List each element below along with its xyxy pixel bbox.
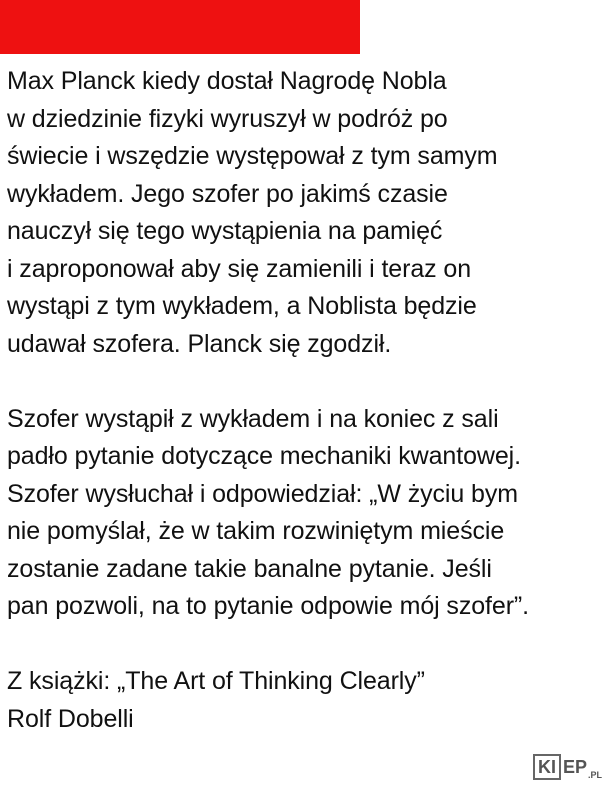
source-attribution [7, 663, 607, 738]
text-line: nie pomyślał, że w takim rozwiniętym mieście [7, 517, 505, 545]
kiep-watermark-logo [533, 754, 602, 780]
text-line: i zaproponował aby się zamienili i teraz on [7, 254, 471, 283]
story-text [7, 63, 607, 738]
paragraph-2 [7, 401, 607, 626]
book-title-line: Z książki: „The Art of Thinking Clearly” [7, 667, 425, 695]
text-line: Szofer wystąpił z wykładem i na koniec z sali [7, 404, 499, 433]
text-line: Max Planck kiedy dostał Nagrodę Nobla [7, 67, 447, 95]
text-line: w dziedzinie fizyki wyruszył w podróż po [7, 104, 448, 133]
text-line: Szofer wysłuchał i odpowiedział: „W życiu bym [7, 479, 518, 508]
text-line: zostanie zadane takie banalne pytanie. Jeśli [7, 554, 492, 583]
watermark-domain-suffix: .PL [587, 770, 602, 780]
author-line: Rolf Dobelli [7, 704, 134, 733]
text-line: wystąpi z tym wykładem, a Noblista będzie [7, 292, 477, 320]
text-line: wykładem. Jego szofer po jakimś czasie [7, 179, 448, 208]
text-line: padło pytanie dotyczące mechaniki kwantowej. [7, 442, 521, 470]
watermark-letters: EP [562, 757, 587, 777]
header-red-bar [0, 0, 360, 54]
paragraph-1 [7, 63, 607, 363]
text-line: świecie i wszędzie występował z tym samym [7, 142, 498, 170]
text-line: pan pozwoli, na to pytanie odpowie mój szofer”. [7, 592, 529, 620]
text-line: udawał szofera. Planck się zgodził. [7, 329, 392, 358]
text-line: nauczył się tego wystąpienia na pamięć [7, 217, 443, 245]
watermark-boxed-letters: KI [533, 754, 561, 780]
